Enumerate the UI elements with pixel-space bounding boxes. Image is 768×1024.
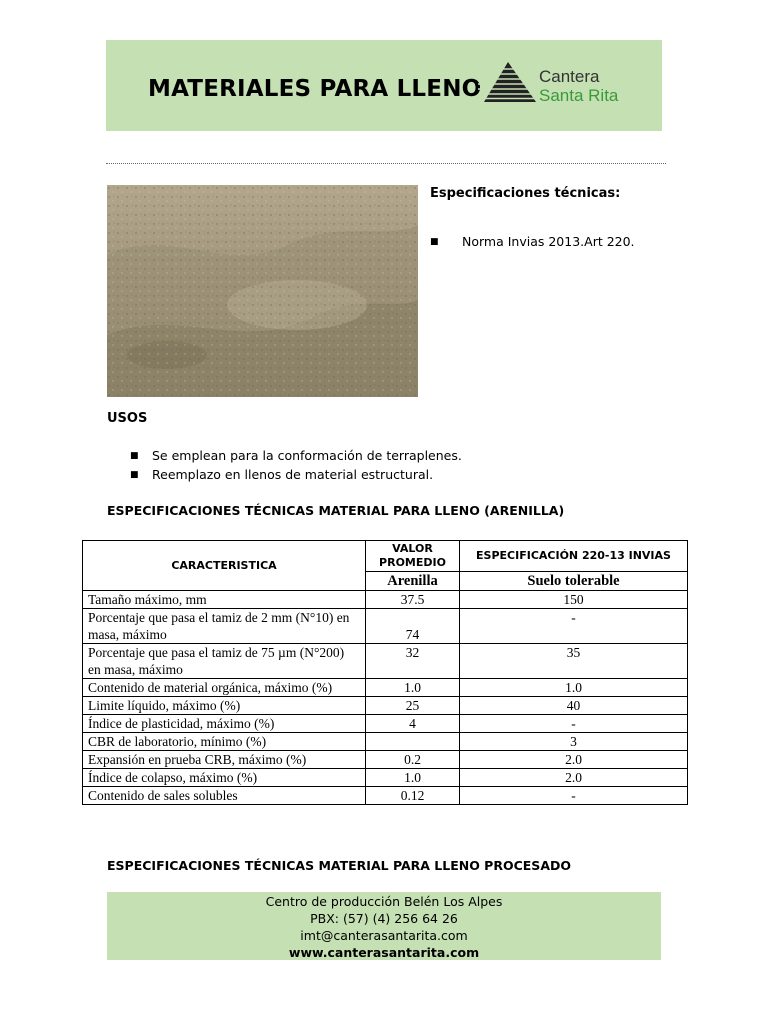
table-row — [83, 679, 688, 697]
table-row — [83, 769, 688, 787]
table-subheader-suelo: Suelo tolerable — [460, 572, 688, 591]
cell-spec: 35 — [460, 644, 688, 679]
uses-item-text: Reemplazo en llenos de material estructural. — [152, 467, 434, 482]
cell-characteristic: Porcentaje que pasa el tamiz de 2 mm (N°10) en masa, máximo — [83, 609, 366, 644]
cell-characteristic: Índice de plasticidad, máximo (%) — [83, 715, 366, 733]
list-item — [130, 446, 462, 465]
cell-spec: - — [460, 787, 688, 805]
table-subheader-arenilla: Arenilla — [366, 572, 460, 591]
cell-value: 0.2 — [366, 751, 460, 769]
footer-location: Centro de producción Belén Los Alpes — [265, 894, 503, 909]
footer-contact — [107, 892, 661, 960]
cell-spec: 40 — [460, 697, 688, 715]
bullet-square-icon: ■ — [130, 451, 139, 461]
cell-value: 25 — [366, 697, 460, 715]
bullet-square-icon: ■ — [130, 470, 139, 480]
logo-line-2: Santa Rita — [539, 86, 619, 105]
cell-characteristic: Expansión en prueba CRB, máximo (%) — [83, 751, 366, 769]
specs-table — [82, 540, 688, 805]
footer-website: www.canterasantarita.com — [288, 945, 480, 960]
cell-characteristic: Contenido de material orgánica, máximo (%) — [83, 679, 366, 697]
cell-characteristic: Índice de colapso, máximo (%) — [83, 769, 366, 787]
cell-characteristic: Porcentaje que pasa el tamiz de 75 µm (N°200) en masa, máximo — [83, 644, 366, 679]
divider-line — [106, 163, 666, 164]
uses-heading: USOS — [107, 411, 148, 426]
sand-material-photo — [107, 185, 418, 397]
uses-list — [130, 446, 462, 484]
footer-phone: PBX: (57) (4) 256 64 26 — [310, 911, 458, 926]
cell-spec: 3 — [460, 733, 688, 751]
list-item — [130, 465, 462, 484]
header-banner — [106, 40, 662, 131]
table-row — [83, 609, 688, 644]
cell-value — [366, 733, 460, 751]
cell-spec: 2.0 — [460, 751, 688, 769]
table-row — [83, 697, 688, 715]
cell-value: 74 — [366, 609, 460, 644]
logo-wordmark — [539, 67, 618, 105]
cell-spec: - — [460, 609, 688, 644]
uses-item-text: Se emplean para la conformación de terraplenes. — [152, 448, 462, 463]
section-title-arenilla: ESPECIFICACIONES TÉCNICAS MATERIAL PARA LLENO (ARENILLA) — [107, 503, 565, 518]
cell-spec: 150 — [460, 591, 688, 609]
table-row — [83, 591, 688, 609]
spec-heading: Especificaciones técnicas: — [430, 186, 621, 201]
table-row — [83, 644, 688, 679]
cell-value: 4 — [366, 715, 460, 733]
cantera-logo-icon — [478, 60, 536, 104]
table-header-spec: ESPECIFICACIÓN 220-13 INVIAS — [460, 541, 688, 572]
cell-spec: 1.0 — [460, 679, 688, 697]
table-header-characteristic: CARACTERISTICA — [83, 541, 366, 591]
table-header-value: VALOR PROMEDIO — [366, 541, 460, 572]
table-row — [83, 715, 688, 733]
footer-email: imt@canterasantarita.com — [300, 928, 468, 943]
cell-value: 37.5 — [366, 591, 460, 609]
table-row — [83, 733, 688, 751]
spec-bullet-item — [430, 234, 635, 249]
table-row — [83, 787, 688, 805]
spec-bullet-text: Norma Invias 2013.Art 220. — [462, 234, 635, 249]
table-row — [83, 751, 688, 769]
cell-characteristic: CBR de laboratorio, mínimo (%) — [83, 733, 366, 751]
cell-spec: 2.0 — [460, 769, 688, 787]
cell-value: 1.0 — [366, 679, 460, 697]
cell-characteristic: Contenido de sales solubles — [83, 787, 366, 805]
cell-value: 32 — [366, 644, 460, 679]
cell-value: 0.12 — [366, 787, 460, 805]
document-title: MATERIALES PARA LLENO — [148, 76, 482, 102]
section-title-procesado: ESPECIFICACIONES TÉCNICAS MATERIAL PARA LLENO PROCESADO — [107, 858, 571, 873]
cell-characteristic: Limite líquido, máximo (%) — [83, 697, 366, 715]
cell-value: 1.0 — [366, 769, 460, 787]
cell-characteristic: Tamaño máximo, mm — [83, 591, 366, 609]
bullet-square-icon: ■ — [430, 237, 439, 247]
logo-line-1: Cantera — [539, 67, 600, 86]
cell-spec: - — [460, 715, 688, 733]
